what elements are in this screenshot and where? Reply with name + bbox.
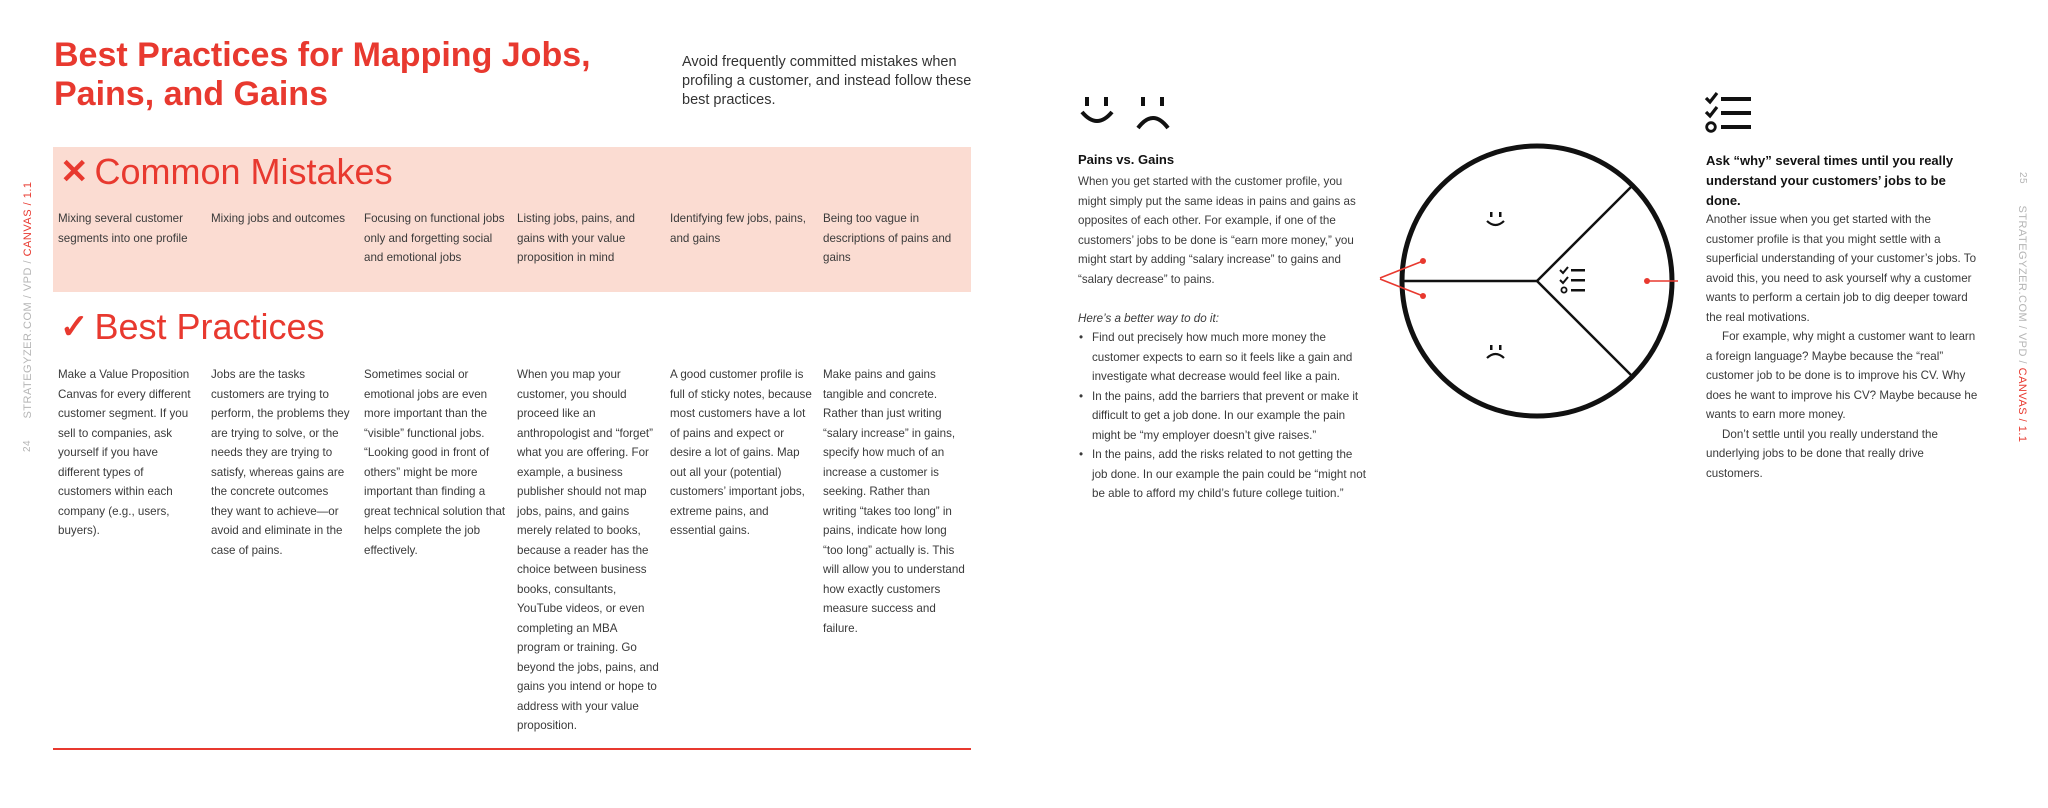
- pains-vs-gains-body: When you get started with the customer profile, you might simply put the same ideas in pains and gains as opposites of each other. For example, if one of the customers’ jobs to be done is “earn more money,” you might start by adding “salary increase” to gains and “salary decrease” to pains.: [1078, 175, 1356, 286]
- page-number-left: 24: [22, 439, 33, 452]
- segment-line-upper: [1537, 186, 1632, 281]
- side-label-accent-right: CANVAS / 1.1: [2016, 367, 2028, 443]
- page-number-right: 25: [2017, 172, 2028, 185]
- mistake-item: Mixing jobs and outcomes: [211, 212, 346, 225]
- pains-vs-gains-heading: Pains vs. Gains: [1078, 152, 1175, 167]
- mistake-item: Identifying few jobs, pains, and gains: [670, 212, 806, 245]
- best-practice-item: Make pains and gains tangible and concrete. Rather than just writing “salary increase” in gains, specify how much of an increase a customer is seeking. Rather than writing “takes too long” in pains, indicate how long “too long” actually is. This will allow you to understand how exactly customers measure success and failure.: [823, 368, 965, 635]
- side-running-label-right: [2016, 172, 2028, 452]
- side-label-prefix-left: STRATEGYZER.COM / VPD /: [22, 256, 34, 419]
- best-practice-item: Jobs are the tasks customers are trying to perform, the problems they are trying to solve, or the needs they are trying to satisfy, whereas gains are the concrete outcomes they want to achieve—or avoid and eliminate in the case of pains.: [211, 368, 350, 557]
- best-practice-item: When you map your customer, you should proceed like an anthropologist and “forget” what you are offering. For example, a business publisher should not map jobs, pains, and gains merely related to books, because a reader has the choice between business books, consultants, YouTube videos, or even completing an MBA program or training. Go beyond the jobs, pains, and gains you intend or hope to address with your value proposition.: [517, 368, 659, 732]
- frown-face-icon: [1134, 92, 1172, 130]
- best-practices-title: Best Practices: [94, 306, 325, 347]
- ask-why-paragraph: Don’t settle until you really understand the underlying jobs to be done that really drive customers.: [1706, 427, 1938, 480]
- mistake-item: Focusing on functional jobs only and forgetting social and emotional jobs: [364, 212, 505, 264]
- best-practice-item: A good customer profile is full of sticky notes, because most customers have a lot of pains and expect or desire a lot of gains. Map out all your (potential) customers’ important jobs, extreme pains, and essential gains.: [670, 368, 812, 537]
- face-icons: [1078, 92, 1172, 130]
- list-item: • In the pains, add the risks related to not getting the job done. In our example the pain could be “might not be able to afford my child’s future college tuition.”: [1078, 445, 1368, 504]
- segment-line-lower: [1537, 281, 1632, 376]
- common-mistakes-heading: [60, 152, 393, 192]
- bottom-rule: [53, 748, 971, 750]
- checklist-icon: [1704, 92, 1754, 134]
- better-way-label: Here’s a better way to do it:: [1078, 312, 1219, 325]
- ask-why-heading: Ask “why” several times until you really understand your customers’ jobs to be done.: [1706, 153, 1954, 208]
- pains-small-frown-icon: [1487, 345, 1504, 358]
- common-mistakes-title: Common Mistakes: [94, 151, 393, 192]
- list-item: • In the pains, add the barriers that prevent or make it difficult to get a job done. In our example the pain might be “my employer doesn’t give raises.”: [1078, 387, 1368, 446]
- jobs-small-checklist-icon: [1560, 267, 1585, 293]
- x-mark-icon: ✕: [60, 153, 89, 191]
- ask-why-paragraph: Another issue when you get started with the customer profile is that you might settle with a superficial understanding of your customer’s jobs. To avoid this, you need to ask yourself why a customer wants to perform a certain job to dig deeper toward the real motivations.: [1706, 213, 1977, 324]
- side-label-accent-left: CANVAS / 1.1: [22, 181, 34, 257]
- page-title: Best Practices for Mapping Jobs, Pains, and Gains: [54, 36, 591, 113]
- mistake-item: Being too vague in descriptions of pains and gains: [823, 212, 952, 264]
- mistake-item: Mixing several customer segments into one profile: [58, 212, 188, 245]
- side-running-label-left: [22, 172, 34, 452]
- best-practices-heading: [60, 307, 325, 347]
- side-label-prefix-right: STRATEGYZER.COM / VPD /: [2016, 205, 2028, 368]
- list-item: • Find out precisely how much more money the customer expects to earn so it feels like a gain and investigate what decrease would feel like a pain.: [1078, 328, 1368, 387]
- gains-small-smile-icon: [1487, 212, 1504, 225]
- ask-why-body: [1706, 210, 1978, 483]
- smile-face-icon: [1078, 92, 1116, 130]
- best-practice-item: Make a Value Proposition Canvas for every different customer segment. If you sell to companies, ask yourself if you have different types of customers within each company (e.g., users, buyers).: [58, 368, 191, 537]
- customer-profile-diagram: [1370, 140, 1680, 440]
- ask-why-paragraph: For example, why might a customer want to learn a foreign language? Maybe because the “real” customer job to be done is to improve his CV. Why does he want to improve his CV? Maybe because he wants to earn more money.: [1706, 330, 1978, 421]
- check-mark-icon: ✓: [60, 308, 89, 346]
- intro-text: Avoid frequently committed mistakes when profiling a customer, and instead follow these best practices.: [682, 54, 972, 108]
- best-practice-item: Sometimes social or emotional jobs are even more important than the “visible” functional jobs. “Looking good in front of others” might be more important than finding a great technical solution that helps complete the job effectively.: [364, 368, 506, 557]
- better-way-list: [1078, 328, 1368, 504]
- mistake-item: Listing jobs, pains, and gains with your value proposition in mind: [517, 212, 635, 264]
